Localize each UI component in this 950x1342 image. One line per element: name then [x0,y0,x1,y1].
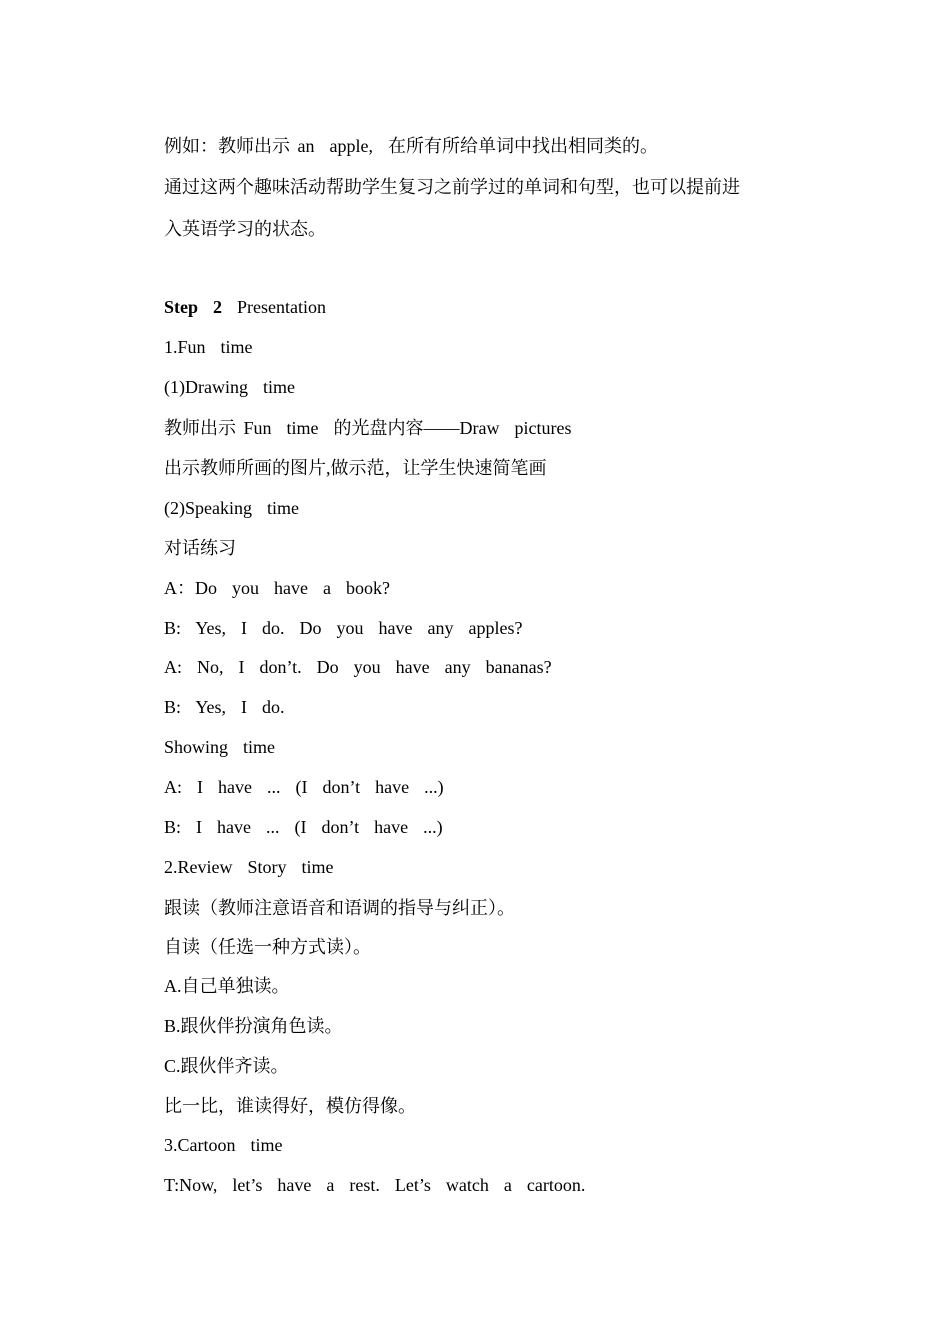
dialogue-line: A: No, I don’t. Do you have any bananas? [164,657,552,677]
review-title: 2.Review Story time [164,857,334,877]
fun-time-title: 1.Fun time [164,337,253,357]
step2-label: Step 2 [164,297,223,317]
speaking-time-title: (2)Speaking time [164,498,299,518]
review-line: 自读（任选一种方式读）。 [164,937,371,957]
dialogue-line: B: Yes, I do. Do you have any apples? [164,618,523,638]
dialogue-line: B: Yes, I do. [164,697,285,717]
cartoon-line-1: T:Now, let’s have a rest. Let’s watch a cartoon. [164,1175,586,1195]
showing-time-title: Showing time [164,737,276,757]
dialogue-line: A：Do you have a book? [164,578,390,598]
step2-title: Presentation [222,297,326,317]
intro-line-1: 例如：教师出示 an apple, 在所有所给单词中找出相同类的。 [164,136,658,156]
drawing-line-1: 教师出示 Fun time 的光盘内容——Draw pictures [164,418,572,438]
showing-line: A: I have ... (I don’t have ...) [164,777,444,797]
drawing-line-2: 出示教师所画的图片,做示范，让学生快速简笔画 [164,458,547,478]
review-line: 比一比，谁读得好，模仿得像。 [164,1096,416,1116]
intro-line-3: 入英语学习的状态。 [164,219,326,239]
review-line: B.跟伙伴扮演角色读。 [164,1016,343,1036]
step2-heading [164,295,326,319]
review-line: C.跟伙伴齐读。 [164,1056,289,1076]
drawing-time-title: (1)Drawing time [164,377,295,397]
showing-line: B: I have ... (I don’t have ...) [164,817,443,837]
review-line: A.自己单独读。 [164,976,290,996]
dialogue-label: 对话练习 [164,538,236,558]
review-line: 跟读（教师注意语音和语调的指导与纠正）。 [164,898,515,918]
cartoon-title: 3.Cartoon time [164,1135,283,1155]
intro-line-2: 通过这两个趣味活动帮助学生复习之前学过的单词和句型，也可以提前进 [164,177,740,197]
